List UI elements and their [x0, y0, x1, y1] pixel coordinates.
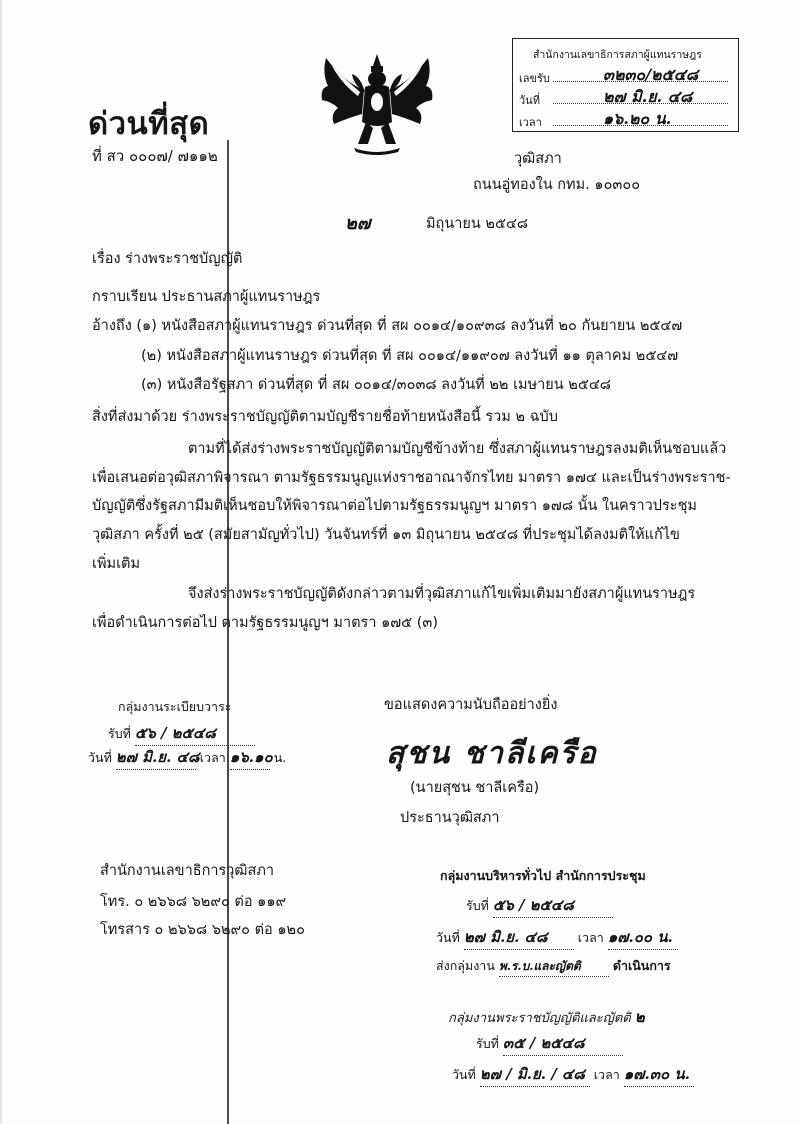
- meeting-stamp-date-value: ๒๗ มิ.ย. ๔๘: [464, 925, 574, 950]
- stamp-dotted-line: [553, 103, 728, 104]
- sender-address: ถนนอู่ทองใน กทม. ๑๐๓๐๐: [473, 177, 641, 193]
- bills-stamp-date-label: วันที่: [452, 1067, 476, 1082]
- registry-stamp-received-value: ๕๖ / ๒๕๔๘: [135, 721, 255, 746]
- receiving-stamp-number-label: เลขรับ: [519, 72, 550, 85]
- contact-office: สำนักงานเลขาธิการวุฒิสภา: [100, 863, 275, 879]
- sender-name: วุฒิสภา: [514, 151, 562, 167]
- meeting-stamp-date-label: วันที่: [436, 930, 460, 945]
- meeting-stamp-forward-row: [436, 956, 671, 977]
- receiving-stamp: [512, 38, 739, 132]
- garuda-emblem: [318, 52, 436, 156]
- bills-stamp-time-value: ๑๗.๓๐ น.: [624, 1062, 694, 1087]
- receiving-stamp-number-row: [519, 65, 699, 87]
- reference-line: (๒) หนังสือสภาผู้แทนราษฎร ด่วนที่สุด ที่ สผ ๐๐๑๔/๑๑๙๐๗ ลงวันที่ ๑๑ ตุลาคม ๒๕๔๗: [141, 348, 679, 364]
- receiving-stamp-time-label: เวลา: [519, 116, 542, 129]
- meeting-stamp-received-row: [466, 893, 613, 918]
- bills-stamp-date-value: ๒๗ / มิ.ย. / ๔๘: [480, 1062, 590, 1087]
- reference-line: (๓) หนังสือรัฐสภา ด่วนที่สุด ที่ สผ ๐๐๑๔/๓๐๓๘ ลงวันที่ ๒๒ เมษายน ๒๕๔๘: [141, 377, 611, 393]
- meeting-stamp-received-value: ๕๖ / ๒๕๔๘: [493, 893, 613, 918]
- bills-stamp-received-label: รับที่: [476, 1036, 499, 1051]
- reference-line: อ้างถึง (๑) หนังสือสภาผู้แทนราษฎร ด่วนที่สุด ที่ สผ ๐๐๑๔/๑๐๙๓๘ ลงวันที่ ๒๐ กันยายน ๒๕๔๗: [92, 318, 683, 334]
- bills-stamp-received-value: ๓๕ / ๒๕๔๘: [503, 1031, 623, 1056]
- meeting-stamp-time-label: เวลา: [577, 930, 604, 945]
- body-line: วุฒิสภา ครั้งที่ ๒๕ (สมัยสามัญทั่วไป) วันจันทร์ที่ ๑๓ มิถุนายน ๒๕๔๘ ที่ประชุมได้ลงมติให้แก้ไข: [92, 527, 680, 543]
- receiving-stamp-number-value: ๓๒๓๐/๒๕๔๘: [603, 65, 699, 84]
- meeting-stamp-time-value: ๑๗.๐๐ น.: [608, 925, 678, 950]
- enclosure-line: สิ่งที่ส่งมาด้วย ร่างพระราชบัญญัติตามบัญชีรายชื่อท้ายหนังสือนี้ รวม ๒ ฉบับ: [92, 409, 558, 425]
- body-line: จึงส่งร่างพระราชบัญญัติดังกล่าวตามที่วุฒิสภาแก้ไขเพิ่มเติมมายังสภาผู้แทนราษฎร: [188, 586, 696, 602]
- handwritten-signature: สุชน ชาลีเครือ: [386, 736, 598, 771]
- stamp-dotted-line: [553, 125, 728, 126]
- meeting-stamp-date-row: [436, 925, 678, 950]
- body-line: เพิ่มเติม: [92, 556, 141, 572]
- meeting-stamp-forward-suffix: ดำเนินการ: [612, 958, 671, 973]
- bills-stamp-title-suffix: ๒: [634, 1008, 645, 1026]
- signer-position: ประธานวุฒิสภา: [400, 810, 500, 826]
- meeting-stamp-title: กลุ่มงานบริหารทั่วไป สำนักการประชุม: [440, 868, 646, 883]
- body-line: บัญญัติซึ่งรัฐสภามีมติเห็นชอบให้พิจารณาต่อไปตามรัฐธรรมนูญฯ มาตรา ๑๗๘ นั้น ในคราวประชุม: [92, 498, 697, 514]
- salutation-line: กราบเรียน ประธานสภาผู้แทนราษฎร: [92, 289, 321, 305]
- bills-stamp-title-row: [448, 1005, 645, 1029]
- bills-stamp-received-row: [476, 1031, 623, 1056]
- receiving-stamp-title: สำนักงานเลขาธิการสภาผู้แทนราษฎร: [533, 49, 702, 61]
- signer-name: (นายสุชน ชาลีเครือ): [410, 780, 540, 796]
- contact-fax: โทรสาร ๐ ๒๖๖๘ ๖๒๙๐ ต่อ ๑๒๐: [100, 922, 305, 938]
- receiving-stamp-time-row: [519, 109, 672, 131]
- document-number: ที่ สว ๐๐๐๗/ ๗๑๑๒: [92, 147, 218, 165]
- closing-line: ขอแสดงความนับถืออย่างยิ่ง: [384, 697, 558, 713]
- body-line: เพื่อเสนอต่อวุฒิสภาพิจารณา ตามรัฐธรรมนูญแห่งราชอาณาจักรไทย มาตรา ๑๗๔ และเป็นร่างพระราช-: [92, 470, 731, 486]
- registry-stamp-time-value: ๑๖.๑๐: [230, 745, 270, 770]
- registry-stamp-date-row: [88, 745, 286, 770]
- meeting-stamp-forward-label: ส่งกลุ่มงาน: [436, 958, 495, 973]
- registry-stamp-time-suffix: น.: [273, 750, 287, 765]
- contact-phone: โทร. ๐ ๒๖๖๘ ๖๒๙๐ ต่อ ๑๑๙: [100, 894, 287, 910]
- subject-line: เรื่อง ร่างพระราชบัญญัติ: [92, 251, 243, 267]
- scan-edge: [0, 0, 2, 1124]
- bills-stamp-title: กลุ่มงานพระราชบัญญัติและญัตติ: [448, 1011, 631, 1026]
- receiving-stamp-date-value: ๒๗ มิ.ย. ๔๘: [603, 87, 693, 106]
- registry-stamp-date-value: ๒๗ มิ.ย. ๔๘: [116, 745, 196, 770]
- bills-stamp-time-label: เวลา: [593, 1067, 620, 1082]
- registry-stamp-date-label: วันที่: [88, 750, 112, 765]
- registry-stamp-time-label: เวลา: [199, 750, 226, 765]
- date-day: ๒๗: [345, 213, 371, 234]
- meeting-stamp-received-label: รับที่: [466, 898, 489, 913]
- receiving-stamp-date-row: [519, 87, 693, 109]
- urgency-heading: ด่วนที่สุด: [88, 106, 210, 142]
- registry-stamp-received-label: รับที่: [108, 726, 131, 741]
- receiving-stamp-time-value: ๑๖.๒๐ น.: [603, 109, 672, 128]
- registry-stamp-title: กลุ่มงานระเบียบวาระ: [118, 699, 232, 714]
- receiving-stamp-date-label: วันที่: [519, 94, 540, 107]
- bills-stamp-date-row: [452, 1062, 694, 1087]
- stamp-dotted-line: [553, 81, 728, 82]
- body-line: ตามที่ได้ส่งร่างพระราชบัญญัติตามบัญชีข้างท้าย ซึ่งสภาผู้แทนราษฎรลงมติเห็นชอบแล้ว: [188, 441, 727, 457]
- registry-stamp-received-row: [108, 721, 255, 746]
- meeting-stamp-forward-value: พ.ร.บ.และญัตติ: [499, 957, 609, 977]
- body-line: เพื่อดำเนินการต่อไป ตามรัฐธรรมนูญฯ มาตรา ๑๗๕ (๓): [92, 615, 438, 631]
- date-month-year: มิถุนายน ๒๕๔๘: [426, 216, 529, 232]
